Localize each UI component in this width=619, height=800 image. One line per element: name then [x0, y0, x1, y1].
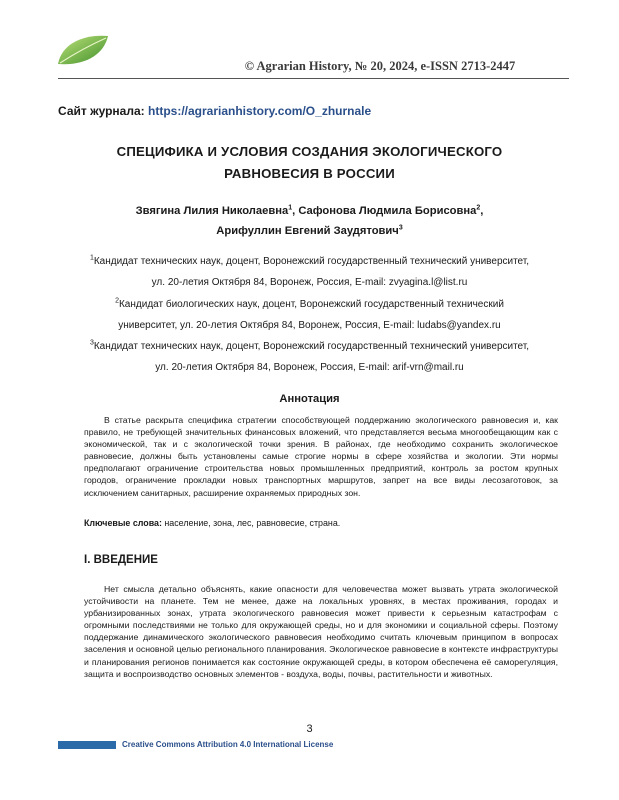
affiliation-2-line1 [58, 294, 561, 315]
cc-license-badge [58, 741, 116, 749]
journal-site-link[interactable]: https://agrarianhistory.com/O_zhurnale [148, 104, 372, 118]
author-2: Сафонова Людмила Борисовна [298, 205, 477, 217]
intro-heading: I. ВВЕДЕНИЕ [84, 554, 158, 566]
affiliation-2-line2: университет, ул. 20-летия Октября 84, Воронеж, Россия, E-mail: ludabs@yandex.ru [118, 320, 501, 331]
journal-leaf-logo [52, 30, 112, 70]
author-3-sup: 3 [398, 224, 403, 232]
author-3: Арифуллин Евгений Заудятович [216, 225, 399, 237]
page-number: 3 [306, 723, 313, 735]
author-2-sup: 2 [476, 204, 481, 212]
affiliation-1-line2: ул. 20-летия Октября 84, Воронеж, Россия, E-mail: zvyagina.l@list.ru [151, 277, 468, 288]
abstract-heading: Аннотация [279, 393, 340, 405]
author-1-sup: 1 [288, 204, 293, 212]
authors-line1: Звягина Лилия Николаевна$^1$, Сафонова Людмила Борисовна$^2$, [135, 204, 484, 217]
intro-text: Нет смысла детально объяснять, какие опасности для человечества может вызвать утрата экологической устойчивости на планете. Тем не менее, даже на локальных уровнях, в местах проживания, городах и урбанизированных зонах, утрата экологического равновесия может привести к серьезным катастрофам с огромными последствиями не только для окружающей среды, но и для экономики и социальной сферы. Поэтому поддержание динамического экологического равновесия необходимо считать ключевым принципом в вопросах заселения и основной целью регионального планирования. Экологическое равновесие в контексте инфраструктуры и планирования регионов понимается как состояние окружающей среды, в котором обеспечена её саморегуляция, защита и воспроизводство основных элементов - воздуха, воды, почвы, растительности и животных. [84, 584, 558, 679]
affiliation-1-text: Кандидат технических наук, доцент, Воронежский государственный технический университет, [93, 256, 530, 267]
affiliation-1-sup: 1 [89, 254, 94, 262]
article-title-line2: РАВНОВЕСИЯ В РОССИИ [224, 166, 395, 181]
abstract-text: В статье раскрыта специфика стратегии способствующей поддержанию экологического равновесия и, как правило, не требующей значительных финансовых вложений, что представляется весьма многообещающим как с экономической, так и с экологической точки зрения. В районах, где необходимо сохранить экологическое равновесие, должны быть установлены самые строгие нормы в сфере хозяйства и экологии. Эти нормы предполагают ограничение строительства новых промышленных предприятий, контроль за ростом крупных городов, ограничение прокладки новых транспортных маршрутов, запрет на все виды лесозаготовок, за исключением санитарных, расширение охраняемых природных зон. [84, 415, 558, 498]
affiliation-3-line1 [58, 336, 561, 357]
keywords-text: население, зона, лес, равновесие, страна. [161, 518, 341, 528]
affiliation-3-text: Кандидат технических наук, доцент, Воронежский государственный технический университет, [93, 341, 530, 352]
affiliation-2-text: Кандидат биологических наук, доцент, Воронежский государственный технический [118, 299, 504, 310]
affiliation-3-line2: ул. 20-летия Октября 84, Воронеж, Россия, E-mail: arif-vrn@mail.ru [155, 362, 464, 373]
authors-line2 [58, 225, 561, 237]
article-title-line1: СПЕЦИФИКА И УСЛОВИЯ СОЗДАНИЯ ЭКОЛОГИЧЕСКОГО [116, 144, 503, 159]
author-1: Звягина Лилия Николаевна [135, 205, 289, 217]
affiliation-1-line1 [58, 251, 561, 272]
journal-site [58, 104, 371, 118]
journal-site-label: Сайт журнала: [58, 104, 145, 118]
keywords [84, 518, 558, 528]
journal-header: © Agrarian History, № 20, 2024, e-ISSN 2713-2447 [244, 59, 516, 73]
header-divider [58, 78, 569, 79]
keywords-label: Ключевые слова: [84, 518, 162, 528]
affiliation-3-sup: 3 [89, 339, 94, 347]
affiliation-2-sup: 2 [115, 297, 119, 305]
license-text: Creative Commons Attribution 4.0 International License [122, 740, 334, 749]
